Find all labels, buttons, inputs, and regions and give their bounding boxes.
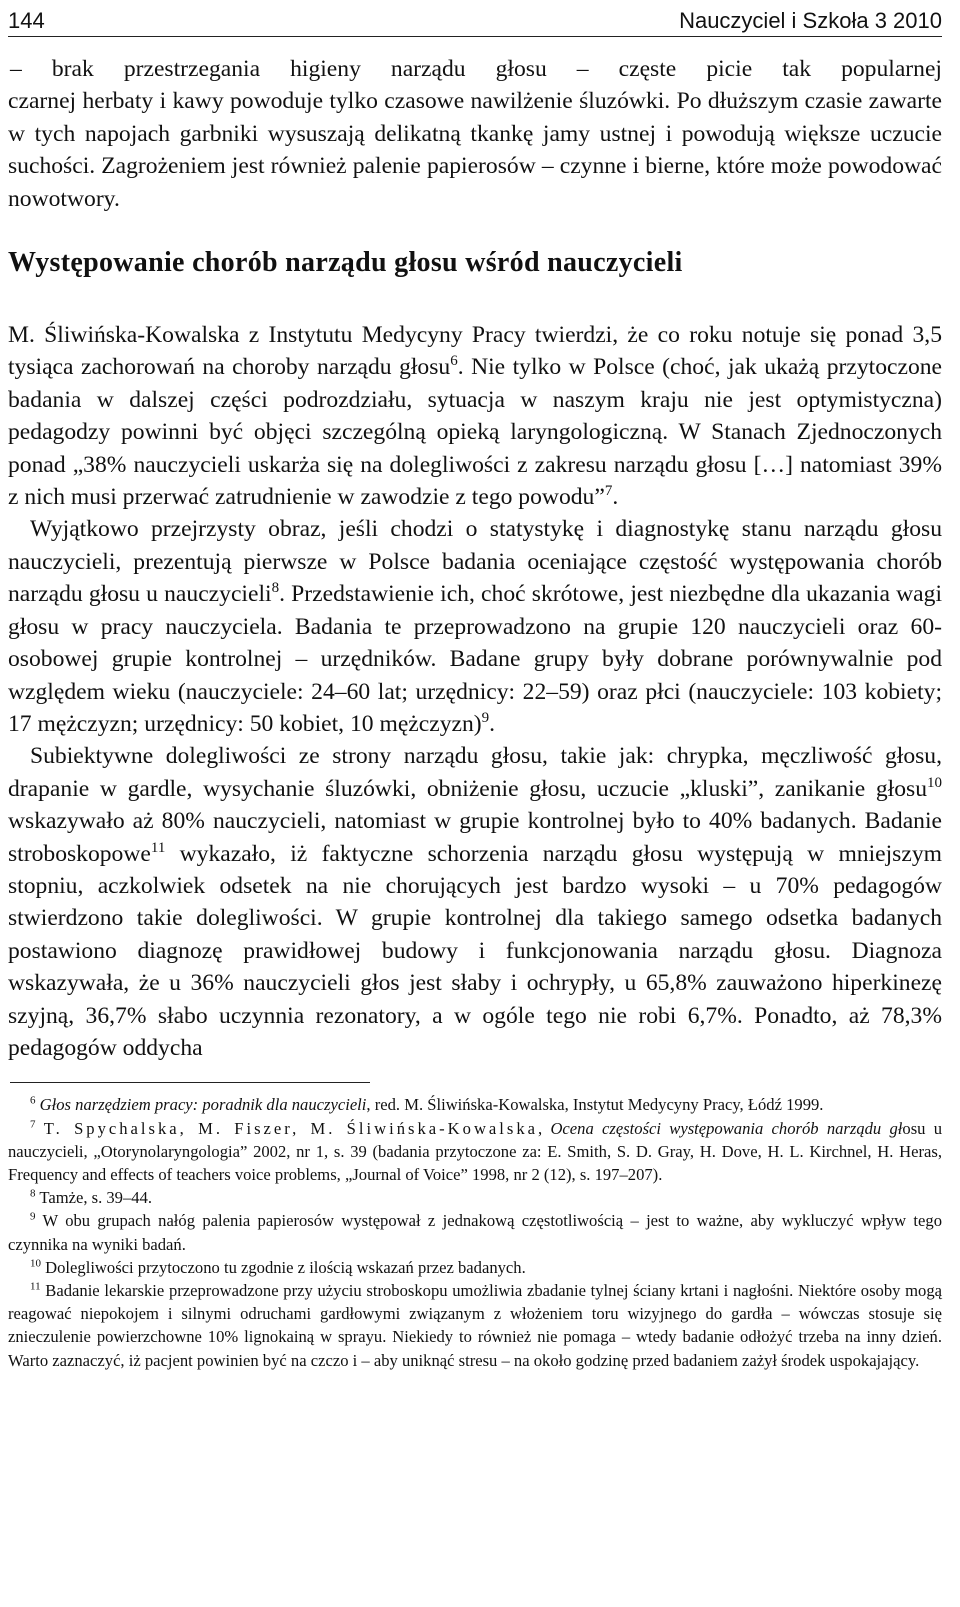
paragraph-1-text-c: . (612, 484, 619, 511)
paragraph-2-text-a: Wyjątkowo przejrzysty obraz, jeśli chodzi o statystykę i diagnostykę stanu narządu głosu nauczycieli, prezentują pierwsze w Polsce badania oceniające częstość występowania chorób narządu głosu u nauczycieli (8, 516, 942, 608)
footnote-separator (10, 1082, 370, 1083)
footnote-9-number: 9 (30, 1210, 36, 1223)
footnote-7-title: Ocena częstości występowania chorób narządu gł (550, 1118, 903, 1138)
footnote-7-separator: , (538, 1118, 551, 1138)
paragraph-1-text-b: . Nie tylko w Polsce (choć, jak ukażą przytoczone badania w dalszej części podrozdziału, sytuacja w naszym kraju nie jest optymistyczna) pedagodzy powinni być objęci szczególną opieką laryngologiczną. W Stanach Zjednoczonych ponad „38% nauczycieli uskarża się na dolegliwości z zakresu narządu głosu […] natomiast 39% z nich musi przerwać zatrudnienie w zawodzie z tego powodu” (8, 354, 943, 511)
footnote-7 (8, 1117, 942, 1187)
footnote-8 (8, 1186, 942, 1209)
journal-title: Nauczyciel i Szkoła 3 2010 (679, 8, 942, 33)
paragraph-1 (8, 319, 942, 513)
intro-paragraph (8, 53, 942, 215)
footnote-ref-11[interactable]: 11 (150, 839, 166, 856)
intro-rest: czarnej herbaty i kawy powoduje tylko czasowe nawilżenie śluzówki. Po dłuższym czasie zawarte w tych napojach garbniki wysuszają delikatną tkankę jamy ustnej i powodują większe uczucie suchości. Zagrożeniem jest również palenie papierosów – czynne i bierne, które może powodować nowotwory. (8, 88, 942, 212)
footnote-10 (8, 1256, 942, 1279)
footnote-11 (8, 1279, 942, 1372)
footnote-ref-8[interactable]: 8 (271, 580, 280, 597)
paragraph-2-text-b: . Przedstawienie ich, choć skrótowe, jest niezbędne dla ukazania wagi głosu w pracy nauczyciela. Badania te przeprowadzono na grupie 120 nauczycieli oraz 60-osobowej grupie kontrolnej – urzędników. Badane grupy były dobrane porównywalnie pod względem wieku (nauczyciele: 24–60 lat; urzędnicy: 22–59) oraz płci (nauczyciele: 103 kobiety; 17 mężczyzn; urzędnicy: 50 kobiet, 10 mężczyzn) (8, 581, 943, 737)
footnote-ref-7[interactable]: 7 (604, 483, 613, 500)
paragraph-2-text-c: . (489, 710, 496, 737)
paragraph-3-text-c: wykazało, iż faktyczne schorzenia narządu głosu występują w mniejszym stopniu, aczkolwiek odsetek na nie chorujących jest bardzo wysoki – u 70% pedagogów stwierdzono takie dolegliwości. W grupie kontrolnej dla takiego samego odsetka badanych postawiono diagnozę prawidłowej budowy i funkcjonowania narządu głosu. Diagnoza wskazywała, że u 36% nauczycieli głos jest słaby i ochrypły, u 65,8% zauważono hiperkinezę szyjną, 36,7% słabo uczynnia rezonatory, a w ogóle tego nie robi 6,7%. Ponadto, aż 78,3% pedagogów oddycha (8, 840, 942, 1061)
footnote-ref-6[interactable]: 6 (450, 353, 458, 370)
footnote-7-authors: T. Spychalska, M. Fiszer, M. Śliwińska-Kowalska (43, 1118, 539, 1138)
footnote-6-number: 6 (30, 1094, 36, 1107)
footnote-6-title: Głos narzędziem pracy: poradnik dla nauczycieli (39, 1095, 367, 1115)
paragraph-3-text-b: wskazywało aż 80% nauczycieli, natomiast w grupie kontrolnej było to 40% badanych. Badanie stroboskopowe (8, 808, 942, 867)
footnote-7-text: osu u nauczycieli, „Otorynolaryngologia” 2002, nr 1, s. 39 (badania przytoczone za: E. Smith, S. D. Gray, H. Dove, H. L. Kirchnel, H. Heras, Frequency and effects of teachers voice problems, „Journal of Voice” 1998, nr 2 (12), s. 197–207). (8, 1118, 942, 1184)
paragraph-3 (8, 740, 942, 1064)
footnote-7-number: 7 (30, 1118, 36, 1131)
footnote-6 (8, 1093, 942, 1116)
footnote-10-text: Dolegliwości przytoczono tu zgodnie z ilością wskazań przez badanych. (45, 1257, 526, 1277)
page-number: 144 (8, 8, 45, 33)
footnote-9-text: W obu grupach nałóg palenia papierosów występował z jednakową częstotliwością – jest to ważne, aby wykluczyć wpływ tego czynnika na wyniki badań. (8, 1211, 942, 1254)
footnote-8-text: Tamże, s. 39–44. (39, 1188, 153, 1208)
footnotes (8, 1093, 942, 1371)
footnote-ref-10[interactable]: 10 (927, 774, 942, 791)
footnote-11-number: 11 (30, 1280, 41, 1293)
footnote-ref-9[interactable]: 9 (481, 710, 490, 727)
footnote-6-text: , red. M. Śliwińska-Kowalska, Instytut Medycyny Pracy, Łódź 1999. (366, 1095, 824, 1115)
paragraph-2 (8, 513, 942, 740)
footnote-8-number: 8 (30, 1187, 36, 1200)
footnote-9 (8, 1209, 942, 1255)
paragraph-3-text-a: Subiektywne dolegliwości ze strony narządu głosu, takie jak: chrypka, męczliwość głosu, drapanie w gardle, wysychanie śluzówki, obniżenie głosu, uczucie „kluski”, zanikanie głosu (8, 743, 942, 802)
paragraph-1-text-a: M. Śliwińska-Kowalska z Instytutu Medycyny Pracy twierdzi, że co roku notuje się ponad 3,5 tysiąca zachorowań na choroby narządu głosu (8, 322, 942, 381)
footnote-11-text: Badanie lekarskie przeprowadzone przy użyciu stroboskopu umożliwia zbadanie tylnej ściany krtani i nagłośni. Niektóre osoby mogą reagować niepokojem i silnymi odruchami gardłowymi związanym z włożeniem toru wizyjnego do gardła – wówczas stosuje się znieczulenie powierzchowne 10% lignokainą w sprayu. Niekiedy to również nie pomaga – wtedy badanie odłożyć trzeba na inny dzień. Warto zaznaczyć, iż pacjent powinien być na czczo i – aby uniknąć stresu – na około godzinę przed badaniem zażył środek uspokajający. (8, 1281, 942, 1370)
footnote-10-number: 10 (30, 1257, 41, 1270)
intro-first-line: – brak przestrzegania higieny narządu głosu – częste picie tak popularnej (10, 56, 942, 82)
page-header (8, 0, 942, 37)
section-heading: Występowanie chorób narządu głosu wśród nauczycieli (8, 247, 683, 279)
